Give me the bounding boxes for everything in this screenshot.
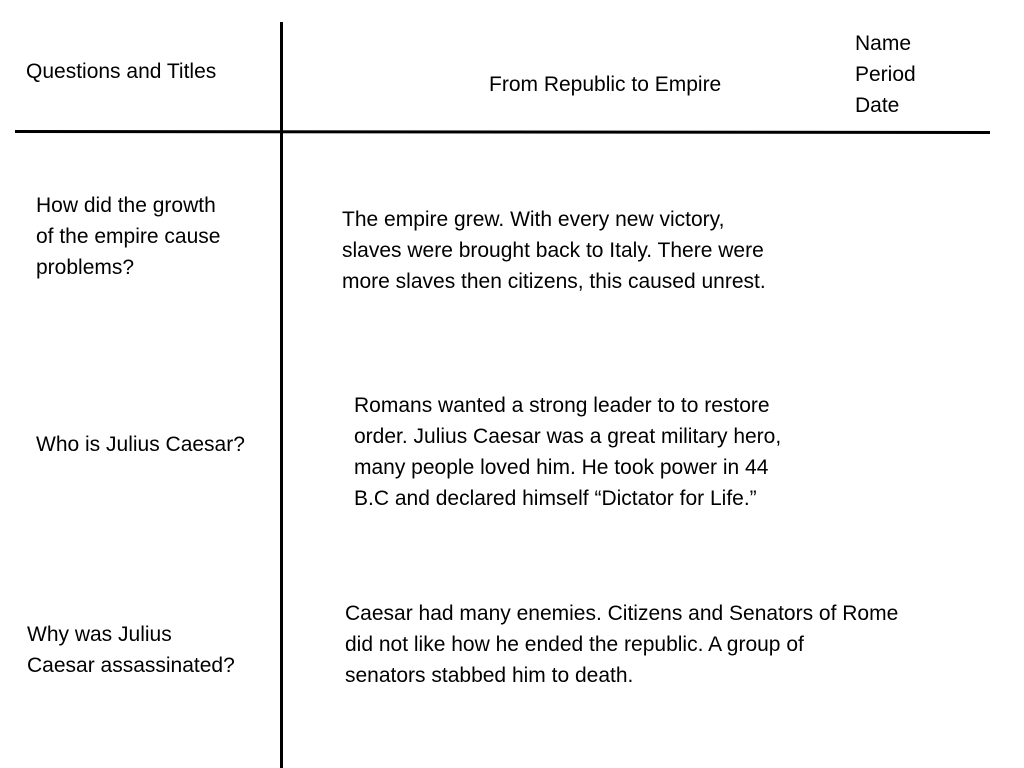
question-2-line: Who is Julius Caesar?: [36, 433, 245, 456]
period-label: Period: [855, 63, 916, 86]
answer-2-line: order. Julius Caesar was a great military hero,: [354, 425, 782, 448]
header-divider: [15, 130, 990, 134]
question-2: [36, 429, 245, 460]
column-divider: [280, 22, 283, 768]
questions-column-header-text: Questions and Titles: [26, 60, 217, 83]
page-title: [489, 69, 721, 100]
answer-1-line: more slaves then citizens, this caused unrest.: [342, 270, 766, 293]
question-1-line: of the empire cause: [36, 225, 221, 248]
answer-2: [354, 390, 781, 514]
page-title-text: From Republic to Empire: [489, 73, 722, 96]
answer-1-line: The empire grew. With every new victory,: [342, 208, 725, 231]
question-3: [27, 619, 235, 681]
answer-3-line: senators stabbed him to death.: [345, 664, 634, 687]
answer-3-line: did not like how he ended the republic. A group of: [345, 633, 804, 656]
question-1-line: How did the growth: [36, 194, 216, 217]
question-3-line: Why was Julius: [27, 623, 172, 646]
answer-1: [342, 204, 766, 297]
answer-2-line: many people loved him. He took power in 44: [354, 456, 769, 479]
answer-2-line: Romans wanted a strong leader to to restore: [354, 394, 770, 417]
answer-3-line: Caesar had many enemies. Citizens and Senators of Rome: [345, 602, 899, 625]
answer-2-line: B.C and declared himself “Dictator for Life.”: [354, 487, 757, 510]
question-1: [36, 190, 220, 283]
student-info-block: [855, 28, 916, 121]
answer-3: [345, 598, 898, 691]
date-label: Date: [855, 94, 900, 117]
questions-column-header: [26, 56, 216, 87]
name-label: Name: [855, 32, 912, 55]
question-1-line: problems?: [36, 256, 135, 279]
answer-1-line: slaves were brought back to Italy. There were: [342, 239, 764, 262]
question-3-line: Caesar assassinated?: [27, 654, 235, 677]
